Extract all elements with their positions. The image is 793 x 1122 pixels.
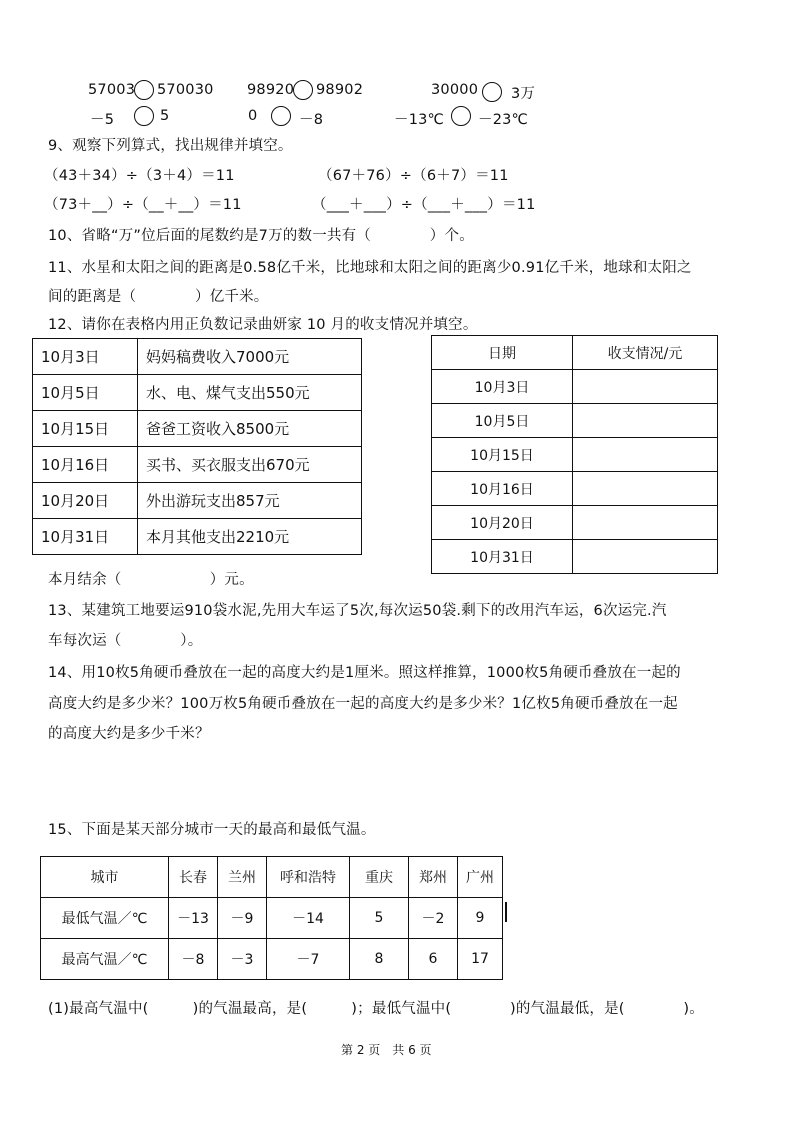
compare-left: 0 [248,108,258,124]
q13-line: 车每次运（ ）。 [48,633,203,649]
compare-right: 5 [160,108,170,124]
q9-equation: （67＋76）÷（6＋7）＝11 [318,168,509,184]
compare-left: －13℃ [394,112,445,128]
q12-title: 12、请你在表格内用正负数记录曲妍家 10 月的收支情况并填空。 [48,317,478,333]
temp-cell: 9 [458,898,503,939]
table-row [33,483,362,519]
city-cell: 重庆 [350,857,409,898]
q14-line: 高度大约是多少米？100万枚5角硬币叠放在一起的高度大约是多少米？1亿枚5角硬币叠放在一起 [48,696,678,712]
q15-title: 15、下面是某天部分城市一天的最高和最低气温。 [48,822,376,838]
city-cell: 广州 [458,857,503,898]
date-cell: 10月3日 [432,370,573,404]
table-row [33,519,362,555]
header-date: 日期 [432,336,573,370]
temp-cell: －14 [267,898,350,939]
q14-line: 的高度大约是多少千米？ [48,726,210,742]
amount-input-cell[interactable] [573,506,718,540]
temp-cell: －13 [169,898,218,939]
q11-line: 间的距离是（ ）亿千米。 [48,289,269,305]
table-row [432,472,718,506]
record-desc: 妈妈稿费收入7000元 [138,339,362,375]
table-row [33,375,362,411]
table-header-row [432,336,718,370]
compare-circle-blank[interactable] [482,82,502,102]
record-date: 10月16日 [33,447,138,483]
compare-left: －5 [90,112,115,128]
compare-right: －23℃ [478,112,529,128]
date-cell: 10月5日 [432,404,573,438]
amount-input-cell[interactable] [573,370,718,404]
table-row [41,939,503,980]
compare-right: 98902 [316,82,364,98]
record-desc: 本月其他支出2210元 [138,519,362,555]
table-row [432,506,718,540]
q12-balance: 本月结余（ ）元。 [48,572,254,588]
compare-circle-blank[interactable] [134,106,154,126]
compare-circle-blank[interactable] [451,106,471,126]
record-date: 10月3日 [33,339,138,375]
record-date: 10月31日 [33,519,138,555]
city-cell: 郑州 [409,857,458,898]
date-cell: 10月31日 [432,540,573,574]
low-temp-label: 最低气温／℃ [41,898,169,939]
compare-right: 570030 [157,82,214,98]
date-cell: 10月16日 [432,472,573,506]
temperature-table [40,856,503,980]
record-date: 10月5日 [33,375,138,411]
table-header-row [41,857,503,898]
temp-cell: －8 [169,939,218,980]
record-desc: 买书、买衣服支出670元 [138,447,362,483]
record-date: 10月15日 [33,411,138,447]
q9-fill-equation: （___＋___）÷（___＋___）＝11 [312,197,536,213]
temp-cell: －3 [218,939,267,980]
city-cell: 呼和浩特 [267,857,350,898]
temp-cell: 17 [458,939,503,980]
table-row [432,370,718,404]
q15-subquestion: (1)最高气温中( )的气温最高，是( )；最低气温中( )的气温最低，是( )。 [48,1001,704,1017]
date-cell: 10月15日 [432,438,573,472]
record-date: 10月20日 [33,483,138,519]
record-desc: 水、电、煤气支出550元 [138,375,362,411]
q13-line: 13、某建筑工地要运910袋水泥,先用大车运了5次,每次运50袋.剩下的改用汽车运，6次运完.汽 [48,603,667,619]
high-temp-label: 最高气温／℃ [41,939,169,980]
compare-right: －8 [299,112,324,128]
table-row [41,898,503,939]
amount-input-cell[interactable] [573,404,718,438]
temp-cell: 8 [350,939,409,980]
record-desc: 外出游玩支出857元 [138,483,362,519]
temp-cell: －9 [218,898,267,939]
q9-fill-equation: （73＋__）÷（__＋__）＝11 [44,197,242,213]
records-table [32,338,362,555]
amount-input-cell[interactable] [573,472,718,506]
temp-cell: 5 [350,898,409,939]
q10-text: 10、省略“万”位后面的尾数约是7万的数一共有（ ）个。 [48,228,474,244]
record-desc: 爸爸工资收入8500元 [138,411,362,447]
table-row [432,540,718,574]
table-row [33,339,362,375]
answer-table [431,335,718,574]
text-cursor-mark [505,902,507,922]
table-row [432,404,718,438]
compare-circle-blank[interactable] [134,80,154,100]
q11-line: 11、水星和太阳之间的距离是0.58亿千米，比地球和太阳之间的距离少0.91亿千米，地球和太阳之 [48,260,692,276]
city-cell: 长春 [169,857,218,898]
city-header: 城市 [41,857,169,898]
q14-line: 14、用10枚5角硬币叠放在一起的高度大约是1厘米。照这样推算，1000枚5角硬币叠放在一起的 [48,665,681,681]
table-row [33,447,362,483]
table-row [33,411,362,447]
date-cell: 10月20日 [432,506,573,540]
compare-circle-blank[interactable] [293,80,313,100]
compare-left: 98920 [247,82,295,98]
compare-left: 57003 [88,82,136,98]
amount-input-cell[interactable] [573,540,718,574]
temp-cell: 6 [409,939,458,980]
temp-cell: －2 [409,898,458,939]
q9-equation: （43＋34）÷（3＋4）＝11 [44,168,235,184]
amount-input-cell[interactable] [573,438,718,472]
compare-circle-blank[interactable] [271,106,291,126]
compare-right: 3万 [511,86,536,102]
q9-title: 9、观察下列算式，找出规律并填空。 [48,138,293,154]
compare-left: 30000 [431,82,479,98]
city-cell: 兰州 [218,857,267,898]
page-footer: 第 2 页 共 6 页 [341,1043,432,1057]
temp-cell: －7 [267,939,350,980]
table-row [432,438,718,472]
header-amount: 收支情况/元 [573,336,718,370]
